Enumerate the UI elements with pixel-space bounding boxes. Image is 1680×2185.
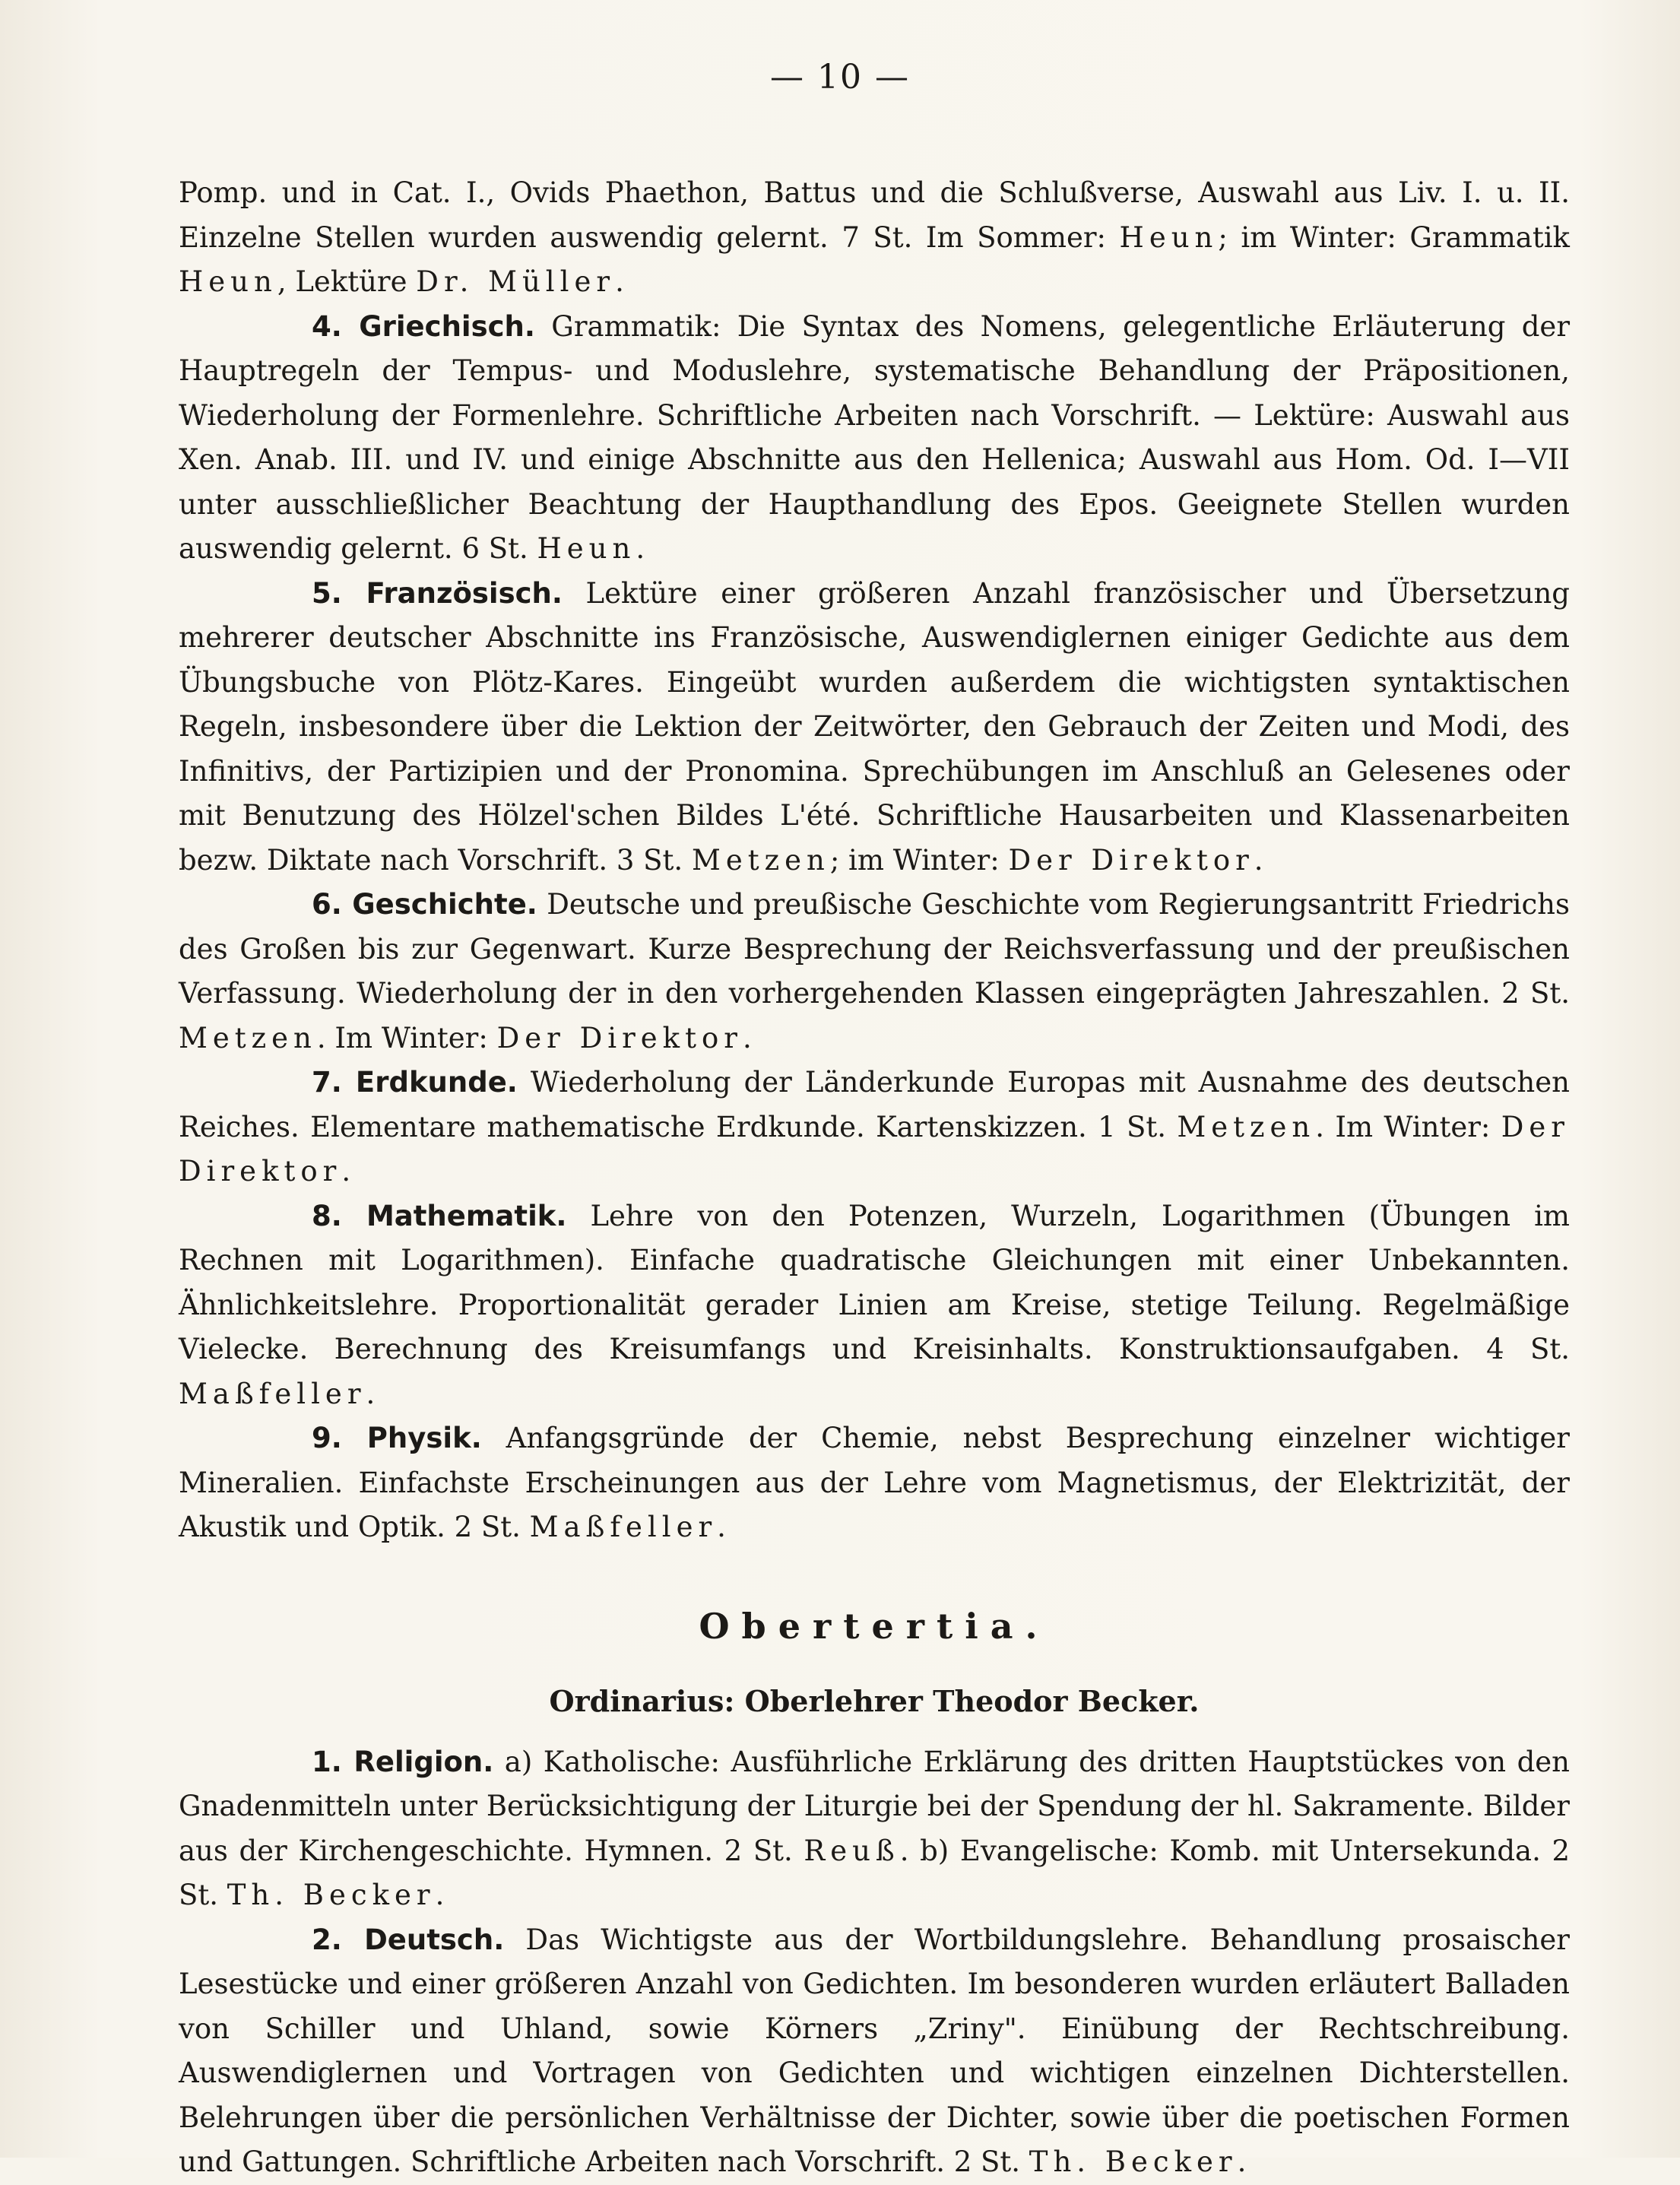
text-fragment: . xyxy=(636,532,645,565)
subject-heading: 1. Religion. xyxy=(312,1745,494,1778)
text-fragment: . xyxy=(1237,2145,1247,2178)
text-fragment: . xyxy=(1254,843,1263,877)
teacher-name: Dr. Müller xyxy=(416,265,616,298)
paragraph-erdkunde xyxy=(179,1061,1570,1194)
teacher-name: Heun xyxy=(1119,220,1219,254)
body-text xyxy=(179,171,1570,2185)
paragraph-text: Anfangsgründe der Chemie, nebst Besprechung einzelner wichtiger Mineralien. Einfachste Erscheinungen aus der Lehre vom Magnetismus, der Elektrizität, der Akustik und Optik. 2 St. xyxy=(179,1422,1570,1543)
paragraph-text: a) Katholische: Ausführliche Erklärung des dritten Hauptstückes von den Gnadenmitteln unter Berücksichtigung der Liturgie bei der Spendung der hl. Sakramente. Bilder aus der Kirchengeschichte. Hymnen. 2 St. xyxy=(179,1745,1571,1867)
text-fragment: . Im Winter: xyxy=(1315,1110,1501,1143)
teacher-name: Th. Becker xyxy=(227,1879,436,1911)
subject-heading: 6. Geschichte. xyxy=(312,888,537,921)
paragraph-griechisch xyxy=(179,305,1570,572)
paragraph-latin-continuation xyxy=(179,171,1570,305)
text-fragment: . xyxy=(435,1879,445,1911)
subject-heading: 5. Französisch. xyxy=(312,576,563,610)
subject-heading: 4. Griechisch. xyxy=(312,309,535,343)
paragraph-text: Wiederholung der Länderkunde Europas mit Ausnahme des deutschen Reiches. Elementare mathematische Erdkunde. Kartenskizzen. 1 St. xyxy=(179,1066,1570,1143)
subject-heading: 9. Physik. xyxy=(312,1422,482,1454)
text-fragment: . xyxy=(366,1377,376,1410)
paragraph-text: Das Wichtigste aus der Wortbildungslehre. Behandlung prosaischer Lesestücke und einer größeren Anzahl von Gedichten. Im besonderen wurden erläutert Balladen von Schiller und Uhland, sowie Körners „Zriny". Einübung der Rechtschreibung. Auswendiglernen und Vortragen von Gedichten und wichtigen einzelnen Dichterstellen. Belehrungen über die persönlichen Verhältnisse der Dichter, sowie über die poetischen Formen und Gattungen. Schriftliche Arbeiten nach Vorschrift. 2 St. xyxy=(179,1923,1570,2178)
paragraph-physik xyxy=(179,1416,1570,1550)
page-number: — 10 — xyxy=(770,58,910,97)
teacher-name: Der Direktor xyxy=(179,1110,1570,1188)
teacher-name: Maßfeller xyxy=(179,1377,366,1410)
paragraph-text: Lektüre einer größeren Anzahl französischer und Übersetzung mehrerer deutscher Abschnitte ins Französische, Auswendiglernen einiger Gedichte aus dem Übungsbuche von Plötz-Kares. Eingeübt wurden außerdem die wichtigsten syntaktischen Regeln, insbesondere über die Lektion der Zeitwörter, den Gebrauch der Zeiten und Modi, des Infinitivs, der Partizipien und der Pronomina. Sprechübungen im Anschluß an Gelesenes oder mit Benutzung des Hölzel'schen Bildes L'été. Schriftliche Hausarbeiten und Klassenarbeiten bezw. Diktate nach Vorschrift. 3 St. xyxy=(179,576,1570,877)
paragraph-text: Grammatik: Die Syntax des Nomens, gelegentliche Erläuterung der Hauptregeln der Tempus- und Moduslehre, systematische Behandlung der Präpositionen, Wiederholung der Formenlehre. Schriftliche Arbeiten nach Vorschrift. — Lektüre: Auswahl aus Xen. Anab. III. und IV. und einige Abschnitte aus den Hellenica; Auswahl aus Hom. Od. I—VII unter ausschließlicher Beachtung der Haupthandlung des Epos. Geeignete Stellen wurden auswendig gelernt. 6 St. xyxy=(179,309,1571,565)
paragraph-geschichte xyxy=(179,883,1570,1061)
paragraph-franzoesisch xyxy=(179,572,1570,883)
teacher-name: Th. Becker xyxy=(1029,2145,1238,2178)
text-fragment: . xyxy=(615,265,624,298)
teacher-name: Metzen xyxy=(179,1021,317,1054)
paragraph-text: Deutsche und preußische Geschichte vom Regierungsantritt Friedrichs des Großen bis zur Gegenwart. Kurze Besprechung der Reichsverfassung und der preußischen Verfassung. Wiederholung der in den vorhergehenden Klassen eingeprägten Jahreszahlen. 2 St. xyxy=(179,888,1570,1010)
text-fragment: ; im Winter: Grammatik xyxy=(1218,220,1570,254)
paragraph-religion xyxy=(179,1740,1570,1918)
teacher-name: Der Direktor xyxy=(496,1021,743,1054)
subject-heading: 7. Erdkunde. xyxy=(312,1066,518,1099)
teacher-name: Heun xyxy=(179,265,277,298)
text-fragment: . xyxy=(341,1155,351,1188)
paragraph-text: Lehre von den Potenzen, Wurzeln, Logarithmen (Übungen im Rechnen mit Logarithmen). Einfache quadratische Gleichungen mit einer Unbekannten. Ähnlichkeitslehre. Proportionalität gerader Linien am Kreise, stetige Teilung. Regelmäßige Vielecke. Berechnung des Kreisumfangs und Kreisinhalts. Konstruktionsaufgaben. 4 St. xyxy=(179,1199,1570,1365)
teacher-name: Metzen xyxy=(1177,1110,1316,1143)
paragraph-deutsch xyxy=(179,1918,1570,2185)
teacher-name: Der Direktor xyxy=(1008,843,1254,877)
teacher-name: Reuß xyxy=(804,1834,900,1867)
text-fragment: . b) Evangelische: Komb. mit Untersekunda. 2 St. xyxy=(179,1834,1570,1911)
text-fragment: . Im Winter: xyxy=(316,1021,497,1054)
text-fragment: . xyxy=(742,1021,752,1054)
subject-heading: 2. Deutsch. xyxy=(312,1923,505,1956)
text-fragment: , Lektüre xyxy=(277,265,417,298)
paragraph-mathematik xyxy=(179,1194,1570,1417)
text-fragment: . xyxy=(717,1511,726,1543)
ordinarius-line: Ordinarius: Oberlehrer Theodor Becker. xyxy=(549,1683,1200,1718)
text-fragment: ; im Winter: xyxy=(829,843,1009,877)
intro-text: Pomp. und in Cat. I., Ovids Phaethon, Battus und die Schlußverse, Auswahl aus Liv. I. u. II. Einzelne Stellen wurden auswendig gelernt. 7 St. Im Sommer: xyxy=(179,176,1570,254)
teacher-name: Heun xyxy=(537,532,636,565)
section-title: Obertertia. xyxy=(699,1605,1050,1647)
subject-heading: 8. Mathematik. xyxy=(312,1199,567,1232)
teacher-name: Metzen xyxy=(691,843,830,877)
teacher-name: Maßfeller xyxy=(529,1511,718,1543)
